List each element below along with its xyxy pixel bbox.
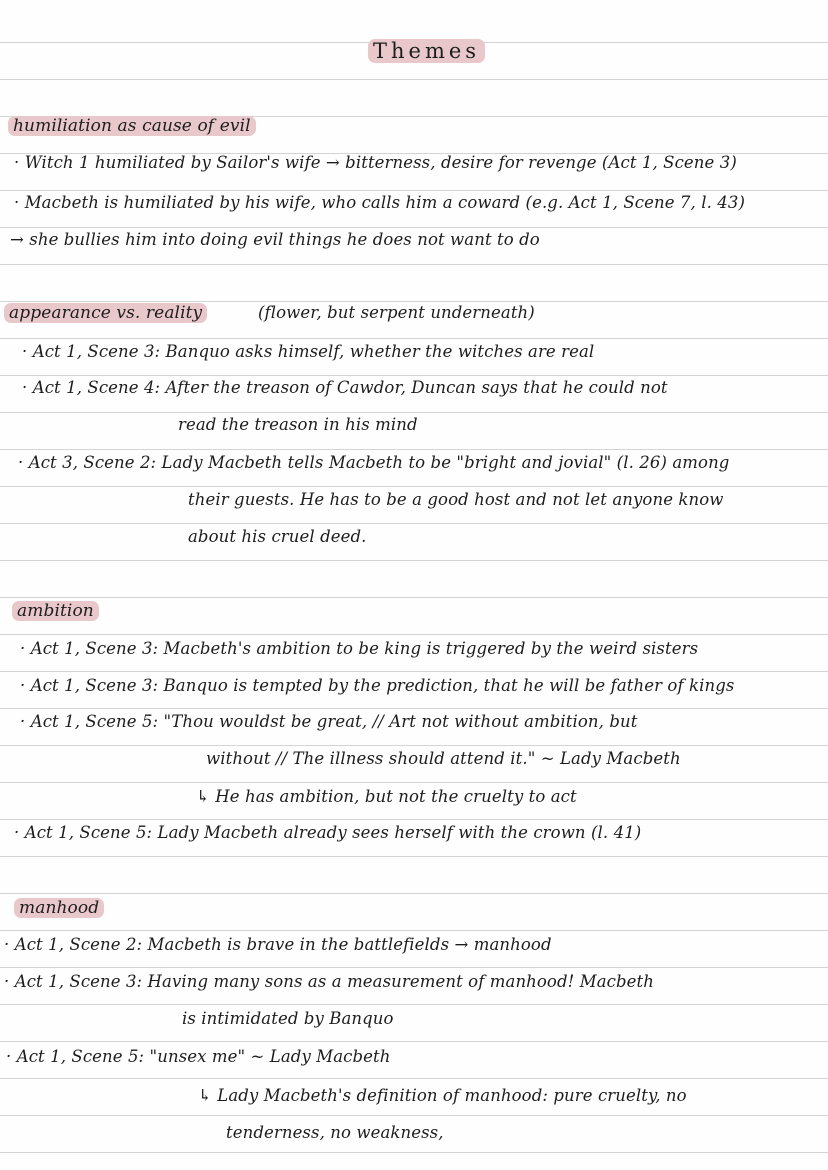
note-line: about his cruel deed. [188, 527, 367, 546]
note-line: tenderness, no weakness, [226, 1123, 444, 1142]
note-line: · Act 1, Scene 2: Macbeth is brave in the battlefields → manhood [4, 935, 552, 954]
note-line: · Act 1, Scene 3: Banquo is tempted by the prediction, that he will be father of kings [20, 676, 735, 695]
section-note: (flower, but serpent underneath) [258, 303, 535, 322]
note-line: · Act 1, Scene 4: After the treason of Cawdor, Duncan says that he could not [22, 378, 668, 397]
section-heading-manhood: manhood [14, 897, 104, 919]
note-line: · Act 1, Scene 3: Banquo asks himself, whether the witches are real [22, 342, 595, 361]
note-line: · Act 1, Scene 5: "Thou wouldst be great, // Art not without ambition, but [20, 712, 638, 731]
note-line: read the treason in his mind [178, 415, 418, 434]
note-line: without // The illness should attend it." ~ Lady Macbeth [206, 749, 681, 768]
note-line: · Act 1, Scene 5: "unsex me" ~ Lady Macbeth [6, 1047, 391, 1066]
note-line: · Act 3, Scene 2: Lady Macbeth tells Macbeth to be "bright and jovial" (l. 26) among [18, 453, 730, 472]
section-heading-appearance: appearance vs. reality [4, 302, 207, 324]
note-line: is intimidated by Banquo [182, 1009, 394, 1028]
page-title: Themes [368, 40, 485, 62]
note-line: ↳ He has ambition, but not the cruelty to act [196, 787, 577, 806]
note-line: their guests. He has to be a good host and not let anyone know [188, 490, 724, 509]
note-line: → she bullies him into doing evil things he does not want to do [10, 230, 540, 249]
note-line: · Macbeth is humiliated by his wife, who calls him a coward (e.g. Act 1, Scene 7, l. 43) [14, 193, 745, 212]
note-line: · Act 1, Scene 5: Lady Macbeth already sees herself with the crown (l. 41) [14, 823, 642, 842]
note-line: · Act 1, Scene 3: Having many sons as a measurement of manhood! Macbeth [4, 972, 654, 991]
section-heading-ambition: ambition [12, 600, 99, 622]
section-heading-humiliation: humiliation as cause of evil [8, 115, 256, 137]
note-line: · Witch 1 humiliated by Sailor's wife → bitterness, desire for revenge (Act 1, Scene 3) [14, 153, 737, 172]
note-line: · Act 1, Scene 3: Macbeth's ambition to be king is triggered by the weird sisters [20, 639, 699, 658]
note-line: ↳ Lady Macbeth's definition of manhood: pure cruelty, no [198, 1086, 687, 1105]
